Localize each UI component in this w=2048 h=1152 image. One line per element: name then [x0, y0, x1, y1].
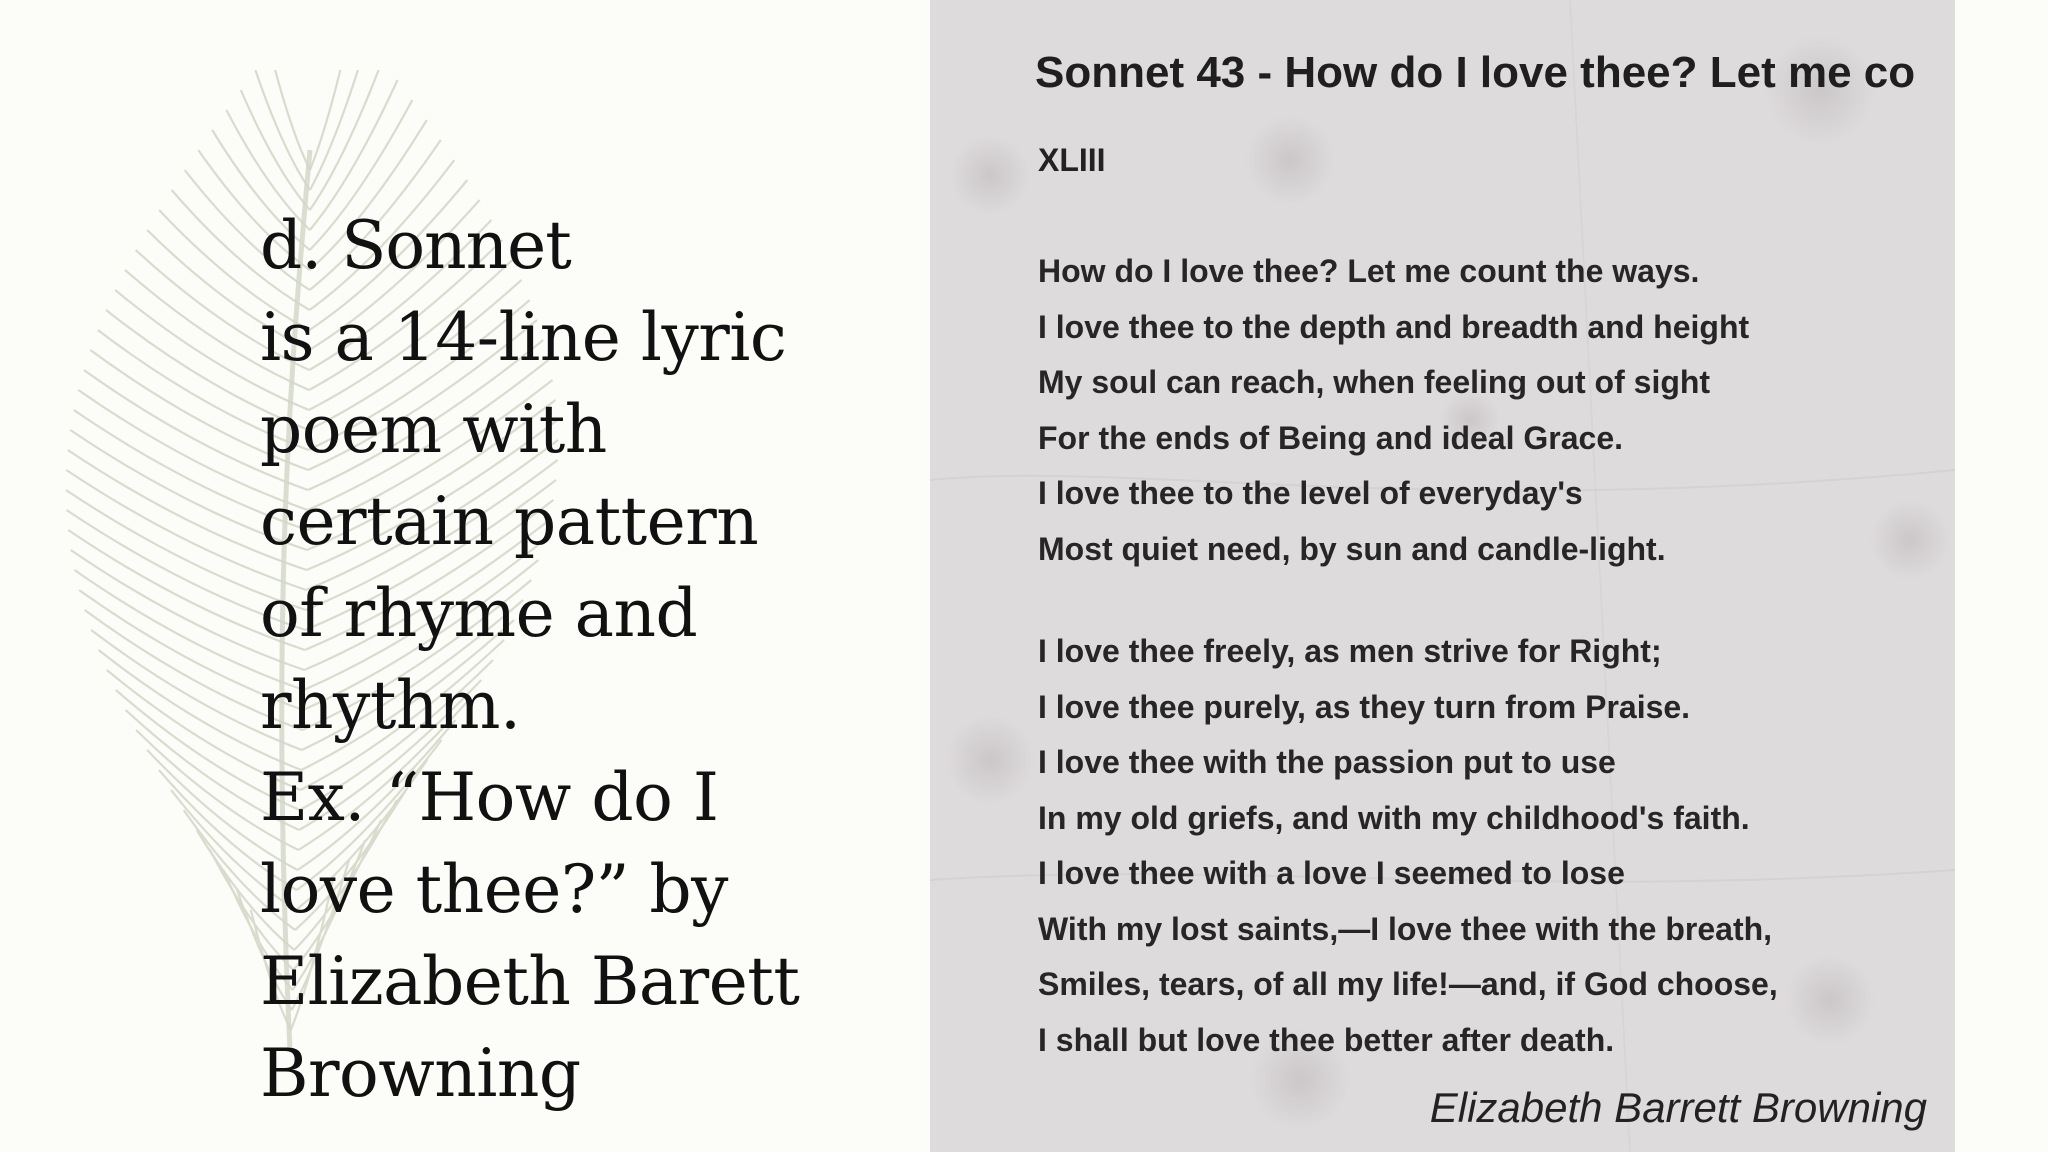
definition-line-3: certain pattern [260, 483, 759, 560]
feather-barb [241, 90, 310, 210]
feather-barb [310, 70, 352, 170]
poem-line: Most quiet need, by sun and candle-light. [1038, 530, 1666, 567]
poem-image [930, 0, 1955, 1152]
poem-numeral: XLIII [1038, 142, 1106, 178]
example-line-2: love thee?” by [260, 851, 728, 928]
poem-line: I love thee with a love I seemed to lose [1038, 855, 1625, 891]
poem-line: I love thee freely, as men strive for Right; [1038, 633, 1662, 669]
example-line-4: Browning [260, 1035, 581, 1112]
poem-line: Smiles, tears, of all my life!—and, if God choose, [1038, 966, 1778, 1002]
definition-line-4: of rhyme and [260, 575, 698, 652]
example-line-3: Elizabeth Barett [260, 943, 800, 1020]
slide-heading: d. Sonnet [260, 207, 571, 284]
definition-line-2: poem with [260, 391, 607, 468]
poem-line: I shall but love thee better after death. [1038, 1021, 1615, 1058]
poem-line: I love thee to the level of everyday's [1038, 475, 1583, 511]
poem-line: I love thee to the depth and breadth and height [1038, 308, 1750, 345]
poem-line: For the ends of Being and ideal Grace. [1038, 419, 1623, 456]
poem-line: In my old griefs, and with my childhood's faith. [1038, 799, 1750, 836]
definition-line-1: is a 14-line lyric [260, 299, 787, 376]
feather-barb [310, 70, 367, 190]
poem-author: Elizabeth Barrett Browning [1429, 1084, 1927, 1131]
poem-line: With my lost saints,—I love thee with the breath, [1038, 910, 1773, 947]
stanza-break [1038, 583, 1778, 630]
definition-line-5: rhythm. [260, 667, 521, 744]
poem-body [1038, 250, 1778, 1074]
poem-line: I love thee with the passion put to use [1038, 744, 1616, 780]
poem-line: How do I love thee? Let me count the ways. [1038, 253, 1700, 289]
definition-text [260, 200, 900, 1120]
poem-title: Sonnet 43 - How do I love thee? Let me co [1035, 48, 1916, 97]
example-line-1: Ex. “How do I [260, 759, 719, 836]
poem-line: My soul can reach, when feeling out of sight [1038, 364, 1711, 400]
poem-line: I love thee purely, as they turn from Praise. [1038, 688, 1691, 725]
